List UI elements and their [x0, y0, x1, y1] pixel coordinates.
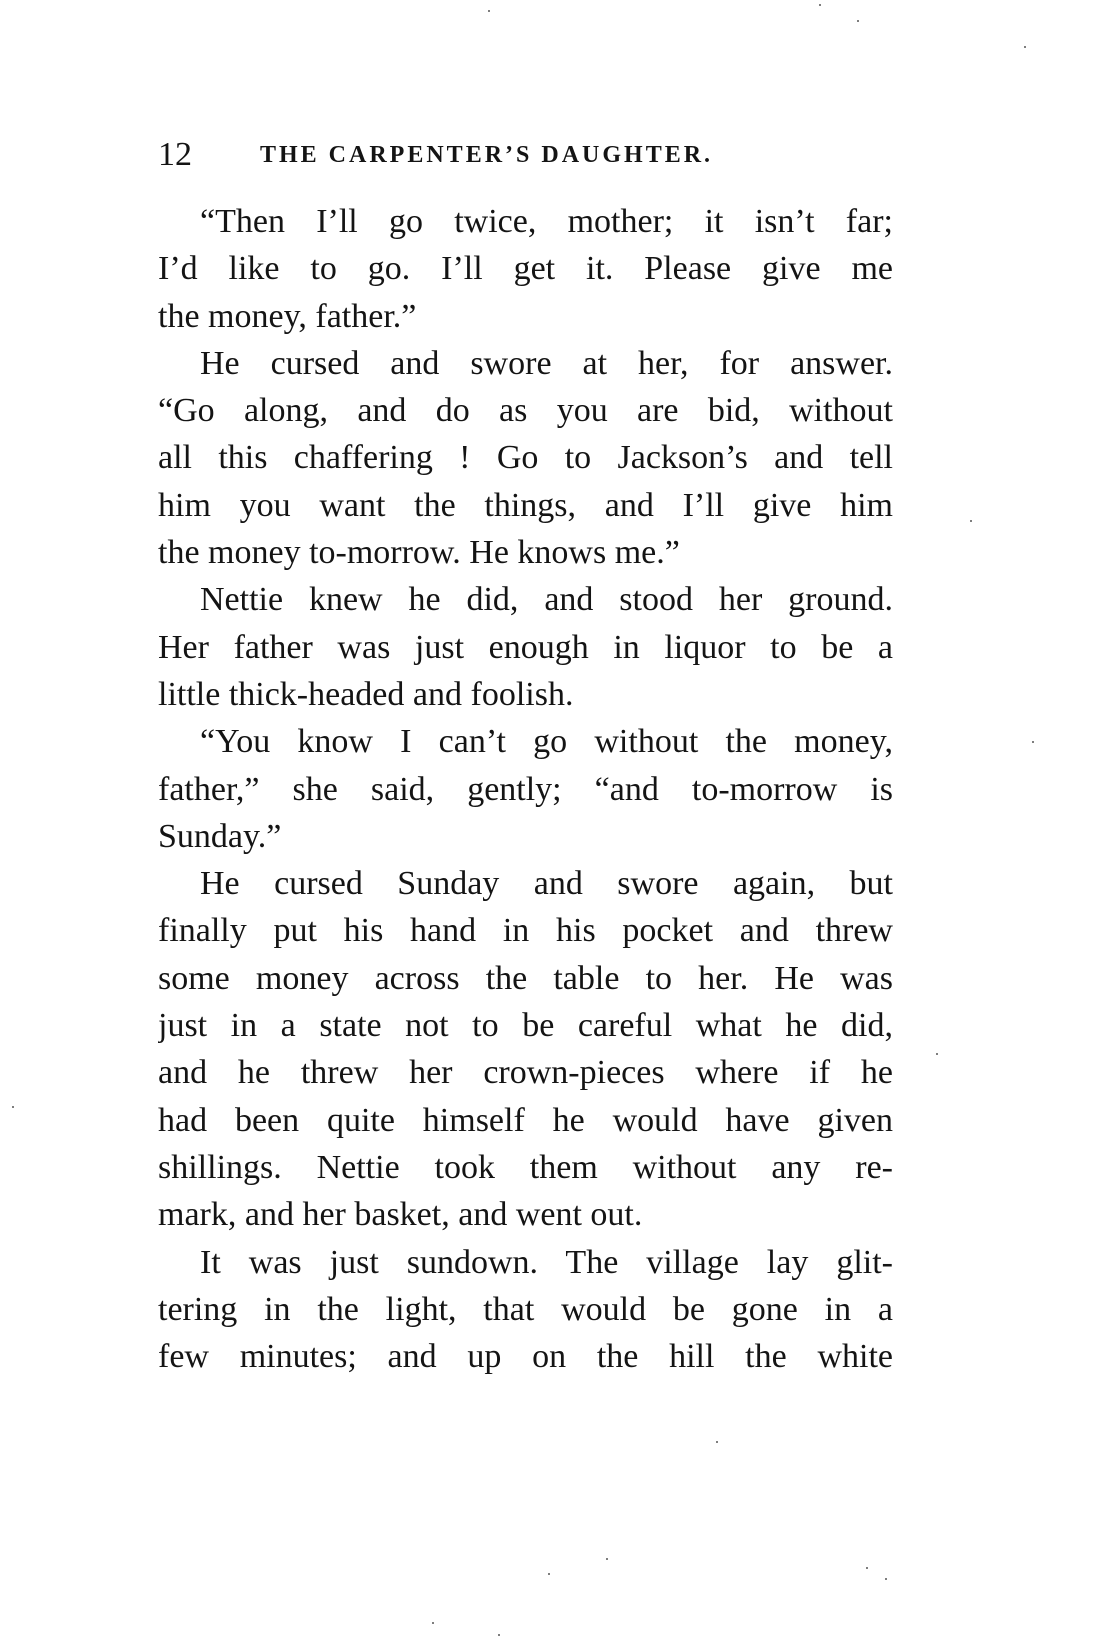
- text-line: and he threw her crown-pieces where if he: [158, 1054, 893, 1092]
- scan-speck: [970, 520, 972, 522]
- paragraph: [158, 198, 893, 340]
- scan-speck: [716, 1441, 718, 1443]
- text-line: all this chaffering ! Go to Jackson’s and tell: [158, 439, 893, 477]
- text-line: I’d like to go. I’ll get it. Please give me: [158, 250, 893, 288]
- text-line: little thick-headed and foolish.: [158, 675, 574, 713]
- text-line: It was just sundown. The village lay glit-: [200, 1243, 893, 1281]
- text-line: “You know I can’t go without the money,: [200, 723, 893, 761]
- text-line: had been quite himself he would have given: [158, 1101, 893, 1139]
- paragraph: [158, 1239, 893, 1381]
- text-line: Sunday.”: [158, 817, 282, 855]
- scan-speck: [432, 1622, 434, 1624]
- book-title: THE CARPENTER’S DAUGHTER.: [260, 142, 714, 168]
- scan-speck: [936, 1053, 938, 1055]
- scan-speck: [819, 4, 821, 6]
- body-text: [158, 198, 893, 1380]
- scan-speck: [606, 1558, 608, 1560]
- running-head: [158, 135, 898, 175]
- scan-speck: [857, 20, 859, 22]
- text-line: few minutes; and up on the hill the white: [158, 1338, 893, 1376]
- text-line: Nettie knew he did, and stood her ground.: [200, 581, 893, 619]
- scan-speck: [498, 1634, 500, 1636]
- text-line: mark, and her basket, and went out.: [158, 1196, 643, 1234]
- text-line: shillings. Nettie took them without any re-: [158, 1148, 893, 1186]
- text-line: just in a state not to be careful what he did,: [158, 1007, 893, 1045]
- text-line: the money, father.”: [158, 297, 417, 335]
- text-line: him you want the things, and I’ll give him: [158, 486, 893, 524]
- text-line: the money to-morrow. He knows me.”: [158, 534, 680, 572]
- text-line: He cursed Sunday and swore again, but: [200, 865, 893, 903]
- scan-speck: [866, 1567, 868, 1569]
- text-line: tering in the light, that would be gone in a: [158, 1290, 893, 1328]
- scan-speck: [1032, 741, 1034, 743]
- scan-speck: [885, 1578, 887, 1580]
- text-line: “Then I’ll go twice, mother; it isn’t far;: [200, 203, 893, 240]
- scan-speck: [1024, 46, 1026, 48]
- text-line: some money across the table to her. He was: [158, 959, 893, 997]
- paragraph: [158, 860, 893, 1238]
- scan-speck: [488, 10, 490, 12]
- page-number: 12: [158, 136, 192, 173]
- text-line: finally put his hand in his pocket and threw: [158, 912, 893, 950]
- text-line: father,” she said, gently; “and to-morrow is: [158, 770, 893, 808]
- paragraph: [158, 576, 893, 718]
- scan-speck: [548, 1573, 550, 1575]
- text-line: He cursed and swore at her, for answer.: [200, 344, 893, 382]
- paragraph: [158, 340, 893, 576]
- text-line: Her father was just enough in liquor to be a: [158, 628, 893, 666]
- paragraph: [158, 718, 893, 860]
- scan-speck: [12, 1106, 14, 1108]
- text-line: “Go along, and do as you are bid, without: [158, 392, 893, 430]
